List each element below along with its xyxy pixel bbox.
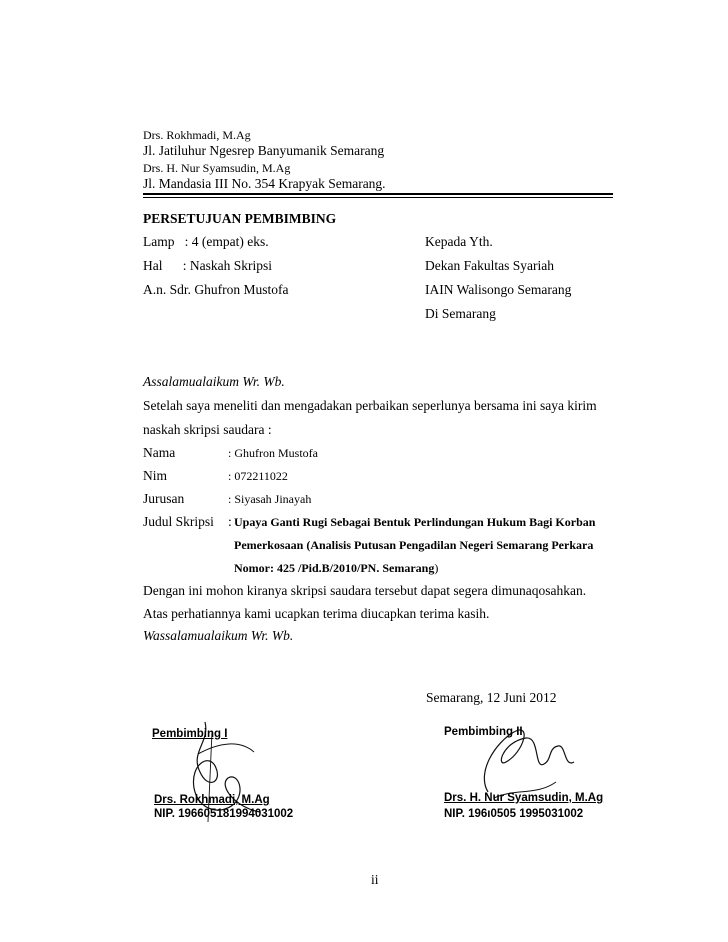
recipient-line4: Di Semarang <box>425 306 496 321</box>
intro-line2: naskah skripsi saudara : <box>143 422 272 437</box>
recipient-line3: IAIN Walisongo Semarang <box>425 282 572 297</box>
field-label-nama: Nama <box>143 445 176 460</box>
signature-nip-1: NIP. 196605181994031002 <box>154 808 294 820</box>
judul-line1: Upaya Ganti Rugi Sebagai Bentuk Perlindungan Hukum Bagi Korban <box>234 515 596 529</box>
advisor2-name: Drs. H. Nur Syamsudin, M.Ag <box>143 161 291 175</box>
signature-block-2 <box>436 712 616 832</box>
judul-close: ) <box>434 561 439 575</box>
field-label-nim: Nim <box>143 468 168 483</box>
advisor1-address: Jl. Jatiluhur Ngesrep Banyumanik Semarang <box>143 143 385 158</box>
judul-colon: : <box>228 514 232 529</box>
page-number: ii <box>371 872 379 887</box>
meta-hal: Hal : Naskah Skripsi <box>143 258 272 273</box>
field-value-nim: : 072211022 <box>228 469 288 483</box>
signature-role-2: Pembimbing II <box>444 726 523 738</box>
recipient-line2: Dekan Fakultas Syariah <box>425 258 554 273</box>
header-rule-thin <box>143 197 613 198</box>
intro-line1: Setelah saya meneliti dan mengadakan perbaikan seperlunya bersama ini saya kirim <box>143 398 597 413</box>
advisor1-name: Drs. Rokhmadi, M.Ag <box>143 128 251 142</box>
recipient-line1: Kepada Yth. <box>425 234 493 249</box>
field-value-nama: : Ghufron Mustofa <box>228 446 318 460</box>
field-label-jurusan: Jurusan <box>143 491 185 506</box>
signature-nip-2: NIP. 196ı0505 1995031002 <box>444 808 584 820</box>
signature-name-2: Drs. H. Nur Syamsudin, M.Ag <box>444 792 604 804</box>
signature-name-1: Drs. Rokhmadi, M.Ag <box>154 794 270 806</box>
page-title: PERSETUJUAN PEMBIMBING <box>143 211 337 226</box>
meta-lamp: Lamp : 4 (empat) eks. <box>143 234 269 249</box>
judul-label: Judul Skripsi <box>143 514 214 529</box>
advisor2-address: Jl. Mandasia III No. 354 Krapyak Semarang. <box>143 176 386 191</box>
closing-line1: Dengan ini mohon kiranya skripsi saudara tersebut dapat segera dimunaqosahkan. <box>143 583 587 598</box>
field-value-jurusan: : Siyasah Jinayah <box>228 492 312 506</box>
signature-role-1: Pembimbing I <box>152 728 228 740</box>
date-line: Semarang, 12 Juni 2012 <box>426 690 557 705</box>
meta-an: A.n. Sdr. Ghufron Mustofa <box>143 282 289 297</box>
judul-line2: Pemerkosaan (Analisis Putusan Pengadilan Negeri Semarang Perkara <box>234 538 594 552</box>
judul-line3-wrap <box>234 561 438 576</box>
greeting: Assalamualaikum Wr. Wb. <box>143 374 285 389</box>
judul-line3: Nomor: 425 /Pid.B/2010/PN. Semarang <box>234 561 435 575</box>
header-rule-thick <box>143 193 613 195</box>
signature-block-1 <box>150 712 330 832</box>
farewell: Wassalamualaikum Wr. Wb. <box>143 628 294 643</box>
closing-line2: Atas perhatiannya kami ucapkan terima diucapkan terima kasih. <box>143 606 490 621</box>
